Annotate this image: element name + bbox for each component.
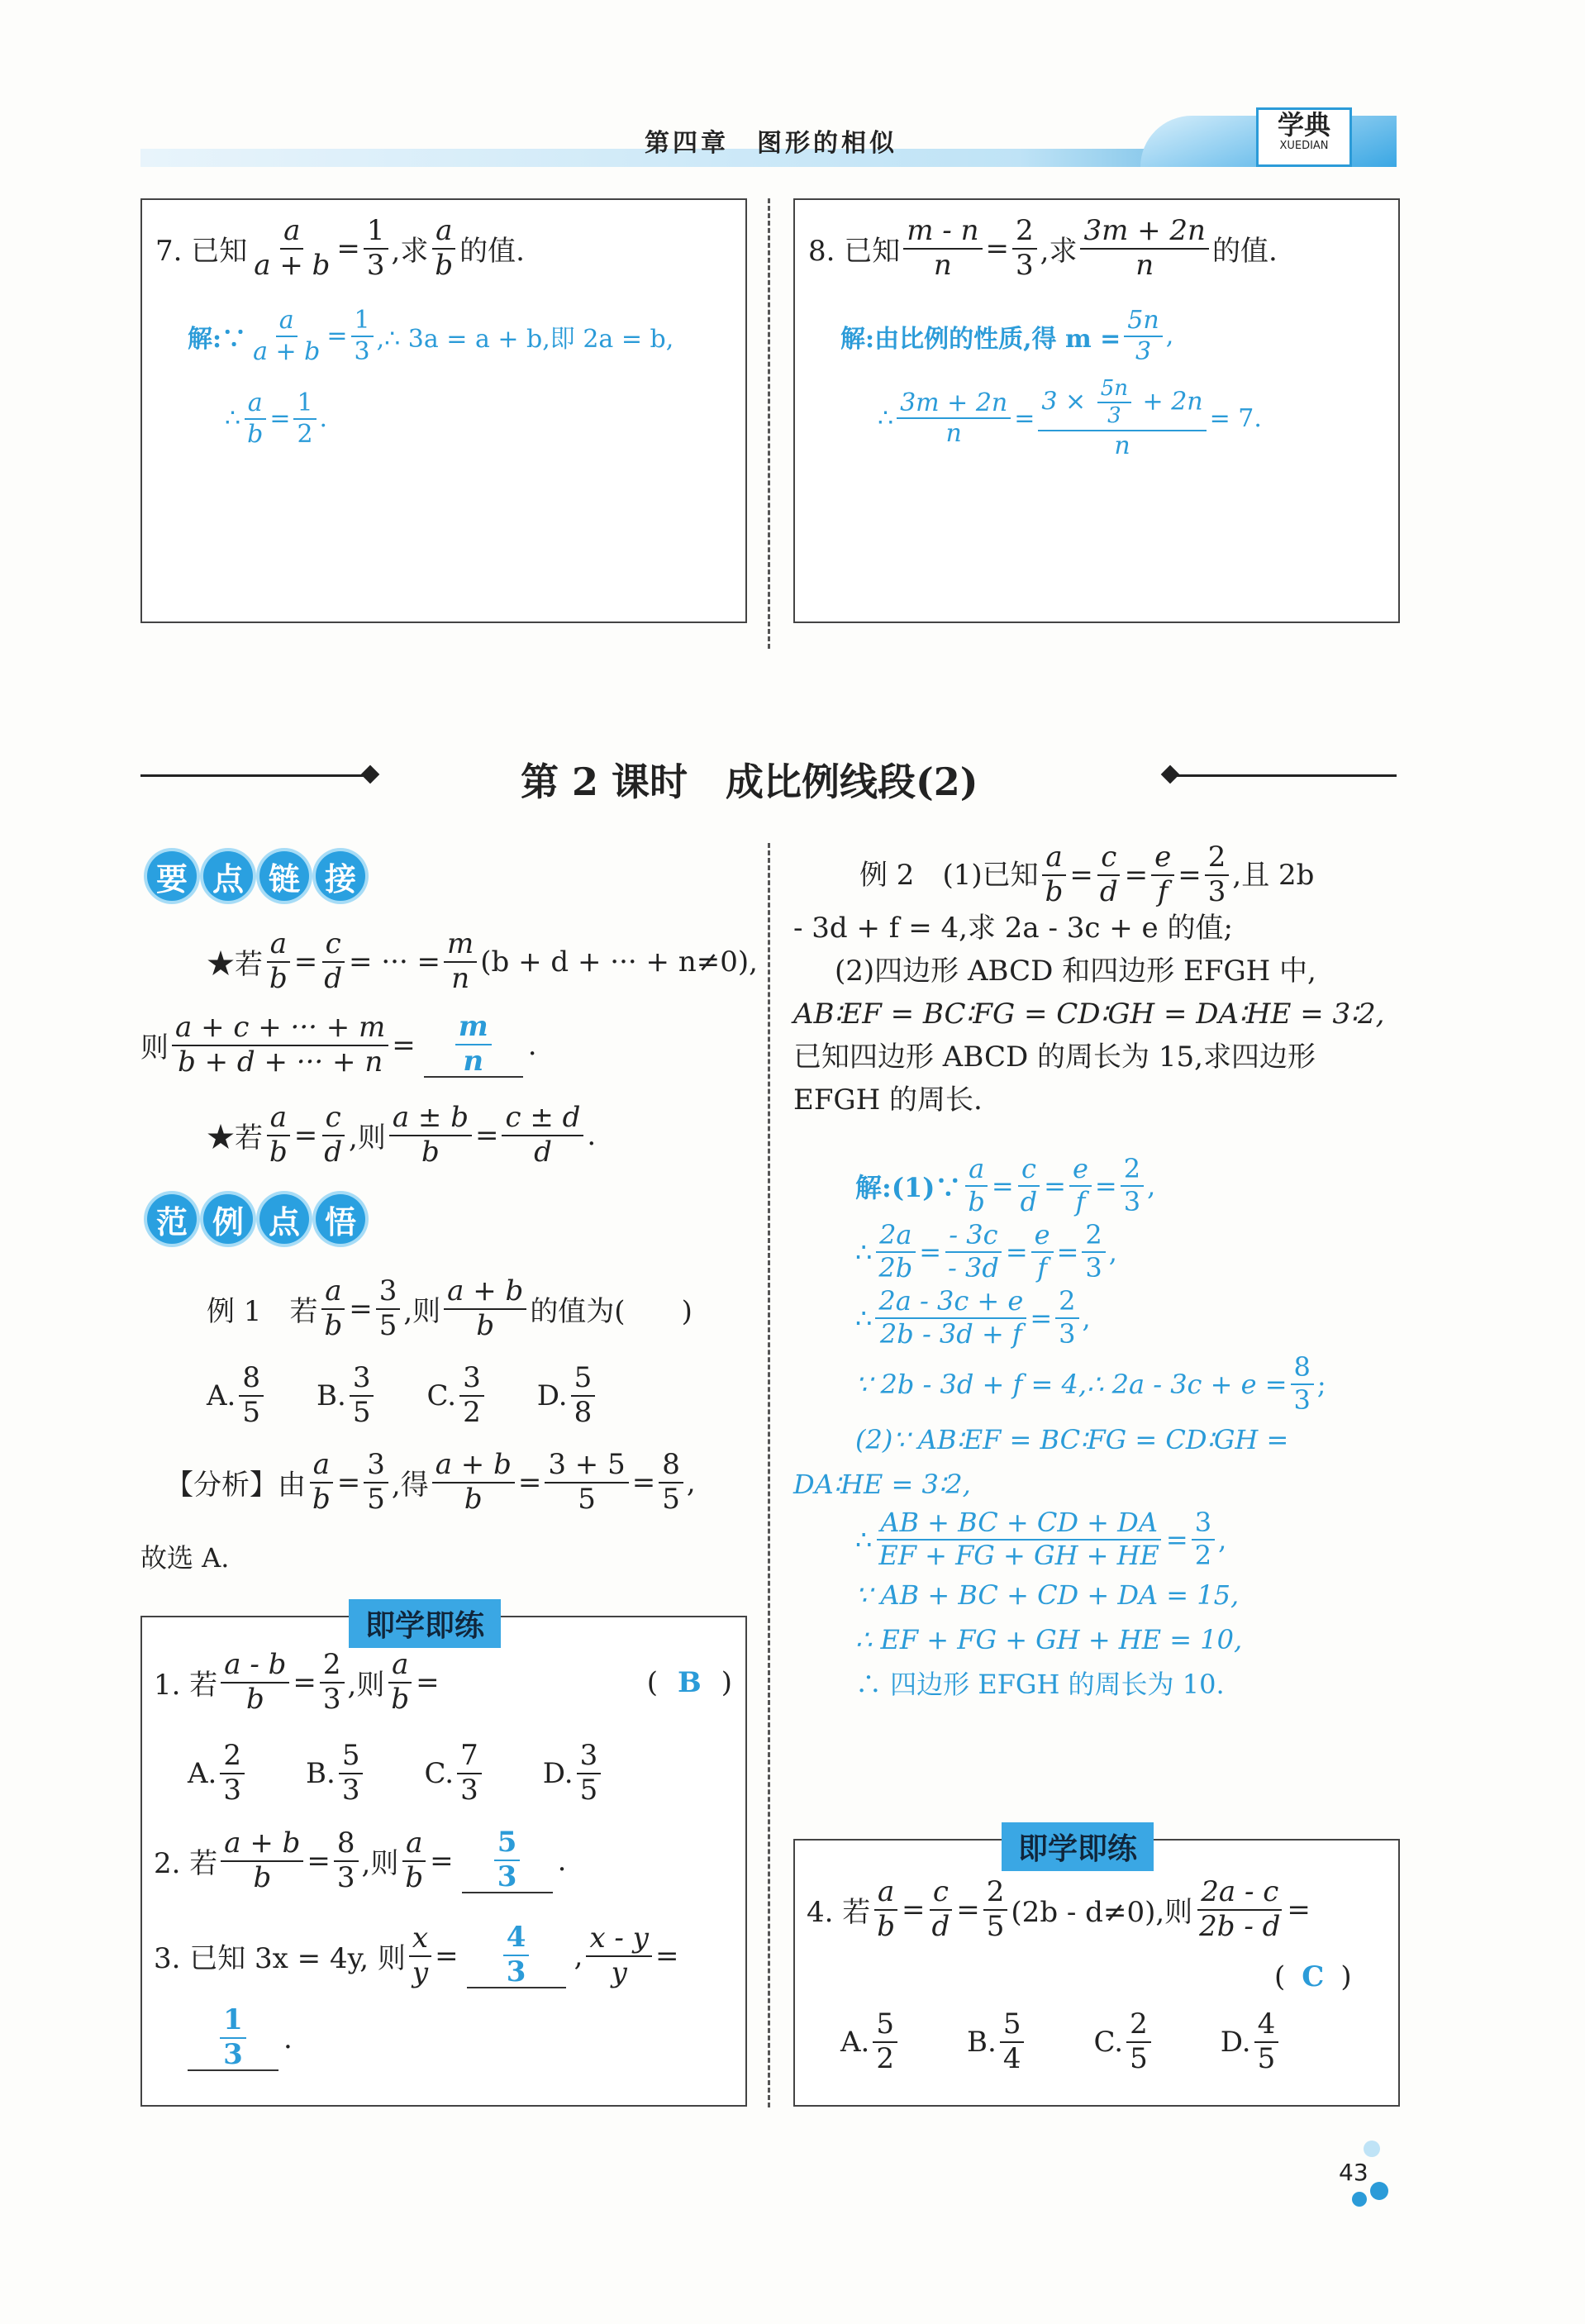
pq1-frac-a-b: $\frac{a}{b}$ xyxy=(388,1650,412,1714)
column-divider-top xyxy=(768,198,770,649)
practice-q3: 3. 已知 3x = 4y, 则 $\frac{x}{y}$ = $\frac{4}{3}$ , $\frac{x - y}{y}$ = xyxy=(154,1921,679,1989)
ex2-s3-frac-2-3: $\frac{2}{3}$ xyxy=(1055,1288,1078,1348)
q8-frac-2-3: $\frac{2}{3}$ xyxy=(1012,217,1037,280)
ex2-frac-a-b: $\frac{a}{b}$ xyxy=(1042,843,1067,907)
q8-sol2-prefix: ∴ xyxy=(878,403,894,433)
q7-sol-frac-1-3: $\frac{1}{3}$ xyxy=(351,307,374,364)
pq4-choice-b-frac: $\frac{5}{4}$ xyxy=(1000,2010,1025,2074)
kp1-prefix: ★若 xyxy=(207,948,263,982)
q8-mid: ,求 xyxy=(1040,235,1078,269)
question-7-box xyxy=(140,198,747,623)
pq3-prefix: 3. 已知 3x = 4y, 则 xyxy=(154,1942,406,1976)
pq1-choice-d[interactable] xyxy=(543,1741,605,1805)
pq3-frac-x-y: $\frac{x}{y}$ xyxy=(409,1924,431,1988)
kp1-tail: (b + d + ··· + n≠0), xyxy=(480,945,758,979)
ex2-s3-frac: $\frac{2a - 3c + e}{2b - 3d + f}$ xyxy=(875,1288,1026,1348)
ex2-s7: ∴ xyxy=(855,1524,873,1555)
pq1-choice-b[interactable] xyxy=(306,1741,366,1805)
practice-q3-answer2-row: $\frac{1}{3}$ . xyxy=(188,2006,293,2071)
ex2-line1: 例 2 (1)已知 $\frac{a}{b}$ = $\frac{c}{d}$ = $\frac{e}{f}$ = $\frac{2}{3}$ ,且 2b xyxy=(859,841,1315,908)
q8-sol2-frac-right: 3 × $\frac{5n}{3}$ + 2n n xyxy=(1038,378,1206,459)
key-points-char-3: 链 xyxy=(259,851,309,901)
kp2-frac-cpmd-d: $\frac{c \pm d}{d}$ xyxy=(502,1103,583,1167)
kp1-frac-c-d: $\frac{c}{d}$ xyxy=(321,930,345,993)
analysis-prefix: 【分析】由 xyxy=(165,1469,306,1503)
logo-subtext: XUEDIAN xyxy=(1279,140,1329,152)
key-points-char-4: 接 xyxy=(316,851,365,901)
q7-solution-line2: ∴ $\frac{a}{b}$ = $\frac{1}{2}$ . xyxy=(225,388,328,449)
q8-frac-3m2n-n: $\frac{3m + 2n}{n}$ xyxy=(1080,217,1209,280)
q8-suffix: 的值. xyxy=(1211,235,1278,269)
pq1-choice-b-frac: $\frac{5}{3}$ xyxy=(339,1741,364,1805)
pq4-choice-d-frac: $\frac{4}{5}$ xyxy=(1254,2010,1279,2074)
logo xyxy=(1256,107,1352,167)
ex2-sol-line5: (2)∵ AB∶EF = BC∶FG = CD∶GH = xyxy=(855,1424,1289,1455)
ex2-line6: EFGH 的周长. xyxy=(793,1083,983,1117)
pq4-frac-2-5: $\frac{2}{5}$ xyxy=(983,1878,1008,1941)
key-point-1b: 则 $\frac{a + c + \cdot\cdot\cdot + m}{b + d + \cdot\cdot\cdot + n}$ = $\frac{m}{n}$ . xyxy=(140,1010,537,1079)
q8-solution-line2: ∴ $\frac{3m + 2n}{n}$ = 3 × $\frac{5n}{3}$ + 2n n = 7. xyxy=(878,376,1262,460)
pq4-frac-c-d: $\frac{c}{d}$ xyxy=(929,1878,954,1941)
pq1-choice-a[interactable] xyxy=(188,1741,248,1805)
q7-mid: ,求 xyxy=(391,235,429,269)
kp1b-frac-sum: $\frac{a + c + \cdot\cdot\cdot + m}{b + d + \cdot\cdot\cdot + n}$ xyxy=(172,1013,388,1077)
practice-q2: 2. 若 $\frac{a + b}{b}$ = $\frac{8}{3}$ ,则 $\frac{a}{b}$ = $\frac{5}{3}$ . xyxy=(154,1826,567,1894)
ex2-s7-frac-3-2: $\frac{3}{2}$ xyxy=(1192,1509,1215,1569)
kp1b-prefix: 则 xyxy=(140,1031,169,1065)
ex2-s2: ∴ xyxy=(855,1236,873,1268)
q7-frac-1-3: $\frac{1}{3}$ xyxy=(364,217,388,280)
pq1-choice-c-frac: $\frac{7}{3}$ xyxy=(457,1741,482,1805)
q7-frac-a-b: $\frac{a}{b}$ xyxy=(431,217,456,280)
pq2-prefix: 2. 若 xyxy=(154,1847,218,1881)
kp1-frac-a-b: $\frac{a}{b}$ xyxy=(266,930,291,993)
q8-sol1: 解:由比例的性质,得 m = xyxy=(840,324,1121,354)
ex1-choice-b[interactable] xyxy=(317,1361,377,1429)
logo-text: 学典 xyxy=(1277,109,1330,140)
ex1-choice-d-frac: $\frac{5}{8}$ xyxy=(571,1364,596,1427)
pq4-choice-d-label: D. xyxy=(1220,2025,1251,2059)
kp2-frac-c-d: $\frac{c}{d}$ xyxy=(321,1103,345,1167)
ex2-sol-line2: ∴ $\frac{2a}{2b}$ = $\frac{- 3c}{- 3d}$ = $\frac{e}{f}$ = $\frac{2}{3}$ , xyxy=(855,1219,1117,1283)
pq4-frac-2amc-2bmd: $\frac{2a - c}{2b - d}$ xyxy=(1199,1875,1281,1943)
example-2-statement xyxy=(793,843,1397,1122)
ex2-s1: 解:(1)∵ xyxy=(855,1172,962,1203)
analysis-frac-apb-b: $\frac{a + b}{b}$ xyxy=(432,1450,515,1514)
pq2-answer-blank[interactable] xyxy=(462,1828,553,1893)
ex2-s3: ∴ xyxy=(855,1302,873,1334)
key-points-heading xyxy=(147,851,365,901)
kp1b-answer xyxy=(455,1012,492,1076)
q8-sol2-frac-left: $\frac{3m + 2n}{n}$ xyxy=(897,390,1011,447)
ex2-s2-frac-2-3: $\frac{2}{3}$ xyxy=(1082,1222,1105,1282)
analysis-frac-8-5: $\frac{8}{5}$ xyxy=(659,1450,683,1514)
ex1-choice-a-frac: $\frac{8}{5}$ xyxy=(239,1364,264,1427)
analysis-frac-a-b: $\frac{a}{b}$ xyxy=(309,1450,334,1514)
pq4-choice-a-label: A. xyxy=(840,2025,870,2059)
ex2-frac-2-3: $\frac{2}{3}$ xyxy=(1205,843,1230,907)
q7-sol1-mid: ,∴ 3a = a + b,即 2a = b, xyxy=(376,324,674,354)
ex2-sol-line3: ∴ $\frac{2a - 3c + e}{2b - 3d + f}$ = $\frac{2}{3}$ , xyxy=(855,1285,1091,1350)
examples-char-4: 悟 xyxy=(316,1194,365,1244)
ex2-sol-line10: ∴ 四边形 EFGH 的周长为 10. xyxy=(855,1669,1225,1700)
kp2-frac-apmb-b: $\frac{a \pm b}{b}$ xyxy=(389,1103,472,1167)
practice-q1-choices xyxy=(188,1741,604,1805)
ex2-sol-line1: 解:(1)∵ $\frac{a}{b}$ = $\frac{c}{d}$ = $\frac{e}{f}$ = $\frac{2}{3}$ , xyxy=(855,1153,1156,1217)
key-points-char-1: 要 xyxy=(147,851,197,901)
ex2-frac-c-d: $\frac{c}{d}$ xyxy=(1097,843,1121,907)
pq3-answer1-blank[interactable] xyxy=(467,1923,566,1988)
analysis-frac-35-5: $\frac{3 + 5}{5}$ xyxy=(545,1450,628,1514)
q8-prefix: 8. 已知 xyxy=(808,235,901,269)
lesson-title-line-right xyxy=(1173,774,1397,777)
pq2-frac-8-3: $\frac{8}{3}$ xyxy=(334,1829,359,1893)
pq4-choice-d[interactable] xyxy=(1220,2007,1283,2075)
pq3-answer1: $\frac{4}{3}$ xyxy=(503,1923,530,1987)
ex2-s7-frac: $\frac{AB + BC + CD + DA}{EF + FG + GH + HE}$ xyxy=(875,1509,1163,1569)
page-number: 43 xyxy=(1339,2159,1368,2186)
column-divider-bottom xyxy=(768,843,770,2107)
ex2-line3: (2)四边形 ABCD 和四边形 EFGH 中, xyxy=(835,955,1316,988)
ex2-sol-line8: ∵ AB + BC + CD + DA = 15, xyxy=(855,1579,1240,1611)
pq1-choice-d-label: D. xyxy=(542,1756,574,1790)
pq1-mid: ,则 xyxy=(347,1669,385,1703)
lesson-title: 第 2 课时 成比例线段(2) xyxy=(521,760,978,804)
key-point-1: ★若 $\frac{a}{b}$ = $\frac{c}{d}$ = ··· = $\frac{m}{n}$ (b + d + ··· + n≠0), xyxy=(207,927,758,995)
ex2-sol-line9: ∴ EF + FG + GH + HE = 10, xyxy=(855,1624,1243,1655)
ex2-sol-line4: ∵ 2b - 3d + f = 4,∴ 2a - 3c + e = $\frac{8}{3}$ ; xyxy=(855,1351,1326,1416)
key-points-char-2: 点 xyxy=(203,851,253,901)
ex1-frac-3-5: $\frac{3}{5}$ xyxy=(376,1277,401,1341)
kp1b-answer-num: m xyxy=(455,1012,492,1045)
pq2-frac-apb-b: $\frac{a + b}{b}$ xyxy=(221,1829,303,1893)
pq3-answer2: $\frac{1}{3}$ xyxy=(220,2006,246,2069)
kp1b-answer-blank xyxy=(424,1012,523,1078)
ex2-s4-frac-8-3: $\frac{8}{3}$ xyxy=(1291,1354,1314,1414)
q7-statement: 7. 已知 $\frac{a}{a + b}$ = $\frac{1}{3}$ ,求 $\frac{a}{b}$ 的值. xyxy=(155,214,525,282)
ex1-choice-b-label: B. xyxy=(317,1379,346,1412)
kp2-prefix: ★若 xyxy=(207,1122,263,1155)
pq1-choice-a-frac: $\frac{2}{3}$ xyxy=(220,1741,245,1805)
q7-sol1-prefix: 解:∵ xyxy=(188,324,247,354)
practice-2-tag: 即学即练 xyxy=(1002,1822,1154,1871)
ex2-frac-e-f: $\frac{e}{f}$ xyxy=(1151,843,1174,907)
pq1-choice-c-label: C. xyxy=(424,1756,455,1790)
pq3-frac-xmy-y: $\frac{x - y}{y}$ xyxy=(586,1924,652,1988)
q8-solution-line1: 解:由比例的性质,得 m = $\frac{5n}{3}$ , xyxy=(840,306,1174,366)
pq4-choice-a-frac: $\frac{5}{2}$ xyxy=(873,2010,897,2074)
practice-1-tag: 即学即练 xyxy=(349,1599,501,1648)
ex1-choice-a-label: A. xyxy=(207,1379,236,1412)
ex1-choice-c-frac: $\frac{3}{2}$ xyxy=(459,1364,484,1427)
kp2-mid: ,则 xyxy=(349,1122,386,1155)
q8-sol-frac-5n-3: $\frac{5n}{3}$ xyxy=(1124,307,1162,364)
ex2-sol-line6: DA∶HE = 3∶2, xyxy=(793,1469,971,1500)
pq4-prefix: 4. 若 xyxy=(807,1896,871,1930)
pq1-choice-a-label: A. xyxy=(188,1756,217,1790)
pq3-answer2-blank[interactable] xyxy=(188,2003,278,2071)
pq4-tail: (2b - d≠0),则 xyxy=(1011,1896,1193,1930)
q8-statement: 8. 已知 $\frac{m - n}{n}$ = $\frac{2}{3}$ ,求 $\frac{3m + 2n}{n}$ 的值. xyxy=(808,214,1278,282)
pq4-choice-c[interactable] xyxy=(1093,2007,1154,2075)
kp2-frac-a-b: $\frac{a}{b}$ xyxy=(266,1103,291,1167)
pq1-choice-c[interactable] xyxy=(424,1741,484,1805)
ex2-s2-frac-2a-2b: $\frac{2a}{2b}$ xyxy=(875,1222,916,1282)
pq4-choice-b[interactable] xyxy=(967,2007,1027,2075)
ex1-choice-b-frac: $\frac{3}{5}$ xyxy=(350,1364,374,1427)
q7-prefix: 7. 已知 xyxy=(155,235,248,269)
chapter-title: 第四章 图形的相似 xyxy=(645,129,897,158)
pq1-prefix: 1. 若 xyxy=(154,1669,218,1703)
examples-heading xyxy=(147,1194,365,1244)
key-point-2: ★若 $\frac{a}{b}$ = $\frac{c}{d}$ ,则 $\frac{a \pm b}{b}$ = $\frac{c \pm d}{d}$ . xyxy=(207,1101,597,1169)
ex2-s1-frac-e-f: $\frac{e}{f}$ xyxy=(1069,1155,1092,1216)
practice-q1: 1. 若 $\frac{a - b}{b}$ = $\frac{2}{3}$ ,则 $\frac{a}{b}$ = ( B ) xyxy=(154,1648,732,1716)
pq4-frac-a-b: $\frac{a}{b}$ xyxy=(873,1878,898,1941)
ex1-frac-apb-b: $\frac{a + b}{b}$ xyxy=(444,1277,526,1341)
practice-q4: 4. 若 $\frac{a}{b}$ = $\frac{c}{d}$ = $\frac{2}{5}$ (2b - d≠0),则 $\frac{2a - c}{2b - d}$ = xyxy=(807,1875,1311,1943)
analysis-frac-3-5: $\frac{3}{5}$ xyxy=(364,1450,388,1514)
ex1-mid: ,则 xyxy=(403,1295,441,1329)
ex1-choice-d-label: D. xyxy=(536,1379,568,1412)
ex1-prefix: 例 1 若 xyxy=(207,1295,318,1329)
ex1-choice-c[interactable] xyxy=(426,1361,487,1429)
pq1-frac-2-3: $\frac{2}{3}$ xyxy=(320,1650,345,1714)
pq1-choice-b-label: B. xyxy=(306,1756,336,1790)
q7-sol2-frac-1-2: $\frac{1}{2}$ xyxy=(293,390,316,447)
example-1: 例 1 若 $\frac{a}{b}$ = $\frac{3}{5}$ ,则 $\frac{a + b}{b}$ 的值为( ) xyxy=(207,1274,693,1342)
q7-suffix: 的值. xyxy=(459,235,525,269)
ex2-s2-frac-e-f: $\frac{e}{f}$ xyxy=(1031,1222,1054,1282)
example-1-conclusion: 故选 A. xyxy=(140,1542,230,1574)
ex2-line1-prefix: 例 2 (1)已知 xyxy=(859,858,1039,892)
ex2-sol-line7: ∴ $\frac{AB + BC + CD + DA}{EF + FG + GH + HE}$ = $\frac{3}{2}$ , xyxy=(855,1507,1227,1571)
question-8-box xyxy=(793,198,1400,623)
ex1-choice-c-label: C. xyxy=(426,1379,457,1412)
ex2-s4: ∵ 2b - 3d + f = 4,∴ 2a - 3c + e = xyxy=(855,1369,1288,1400)
pq2-answer: $\frac{5}{3}$ xyxy=(494,1828,521,1892)
ex1-tail: 的值为( ) xyxy=(530,1295,693,1329)
ex2-s2-frac-3c-3d: $\frac{- 3c}{- 3d}$ xyxy=(945,1222,1002,1282)
kp1-frac-m-n: $\frac{m}{n}$ xyxy=(444,930,477,993)
ex1-choice-d[interactable] xyxy=(536,1361,599,1429)
lesson-title-line-left xyxy=(140,774,372,777)
practice-q4-choices xyxy=(840,2007,1282,2075)
examples-char-3: 点 xyxy=(259,1194,309,1244)
pq4-choice-c-frac: $\frac{2}{5}$ xyxy=(1126,2010,1151,2074)
example-2-solution xyxy=(793,1153,1401,1707)
ex2-s1-frac-a-b: $\frac{a}{b}$ xyxy=(964,1155,988,1216)
pq1-answer: B xyxy=(677,1665,702,1699)
pq4-answer: C xyxy=(1302,1960,1325,1993)
ex2-s1-frac-c-d: $\frac{c}{d}$ xyxy=(1017,1155,1040,1216)
pq1-choice-d-frac: $\frac{3}{5}$ xyxy=(577,1741,602,1805)
lesson-title-diamond-left xyxy=(361,765,380,784)
example-1-analysis: 【分析】由 $\frac{a}{b}$ = $\frac{3}{5}$ ,得 $\frac{a + b}{b}$ = $\frac{3 + 5}{5}$ = $\frac{8}{5}$ , xyxy=(165,1448,696,1516)
ex2-line1-tail: ,且 2b xyxy=(1232,858,1315,892)
example-1-choices xyxy=(207,1361,598,1429)
pq4-choice-a[interactable] xyxy=(840,2007,901,2075)
q7-sol-frac: $\frac{a}{a + b}$ xyxy=(253,306,321,366)
kp1b-answer-den: n xyxy=(463,1044,484,1078)
q8-frac-mn-n: $\frac{m - n}{n}$ xyxy=(903,217,982,280)
q7-sol2-frac-a-b: $\frac{a}{b}$ xyxy=(244,390,266,447)
ex2-line2: - 3d + f = 4,求 2a - 3c + e 的值; xyxy=(793,912,1233,945)
q8-sol2-suffix: = 7. xyxy=(1209,403,1262,433)
pq1-frac-amb-b: $\frac{a - b}{b}$ xyxy=(221,1650,289,1714)
practice-box-2 xyxy=(793,1832,1400,2107)
pq4-choice-c-label: C. xyxy=(1093,2025,1124,2059)
analysis-mid: ,得 xyxy=(391,1469,429,1503)
examples-char-2: 例 xyxy=(203,1194,253,1244)
pq4-choice-b-label: B. xyxy=(967,2025,997,2059)
ex1-frac-a-b: $\frac{a}{b}$ xyxy=(321,1277,345,1341)
ex2-line4: AB∶EF = BC∶FG = CD∶GH = DA∶HE = 3∶2, xyxy=(793,998,1385,1031)
pq2-frac-a-b: $\frac{a}{b}$ xyxy=(402,1829,426,1893)
ex2-line5: 已知四边形 ABCD 的周长为 15,求四边形 xyxy=(793,1041,1316,1074)
examples-char-1: 范 xyxy=(147,1194,197,1244)
pq2-mid: ,则 xyxy=(361,1847,399,1881)
practice-q4-answer: ( C ) xyxy=(1274,1960,1352,1993)
q7-frac-a-over-apb: $\frac{a}{a + b}$ xyxy=(254,214,331,282)
practice-box-1 xyxy=(140,1609,747,2107)
q7-sol2-prefix: ∴ xyxy=(225,404,241,433)
ex2-s1-frac-2-3: $\frac{2}{3}$ xyxy=(1121,1155,1144,1216)
q7-solution-line1: 解:∵ $\frac{a}{a + b}$ = $\frac{1}{3}$ ,∴ 3a = a + b,即 2a = b, xyxy=(188,306,674,366)
ex1-choice-a[interactable] xyxy=(207,1361,267,1429)
